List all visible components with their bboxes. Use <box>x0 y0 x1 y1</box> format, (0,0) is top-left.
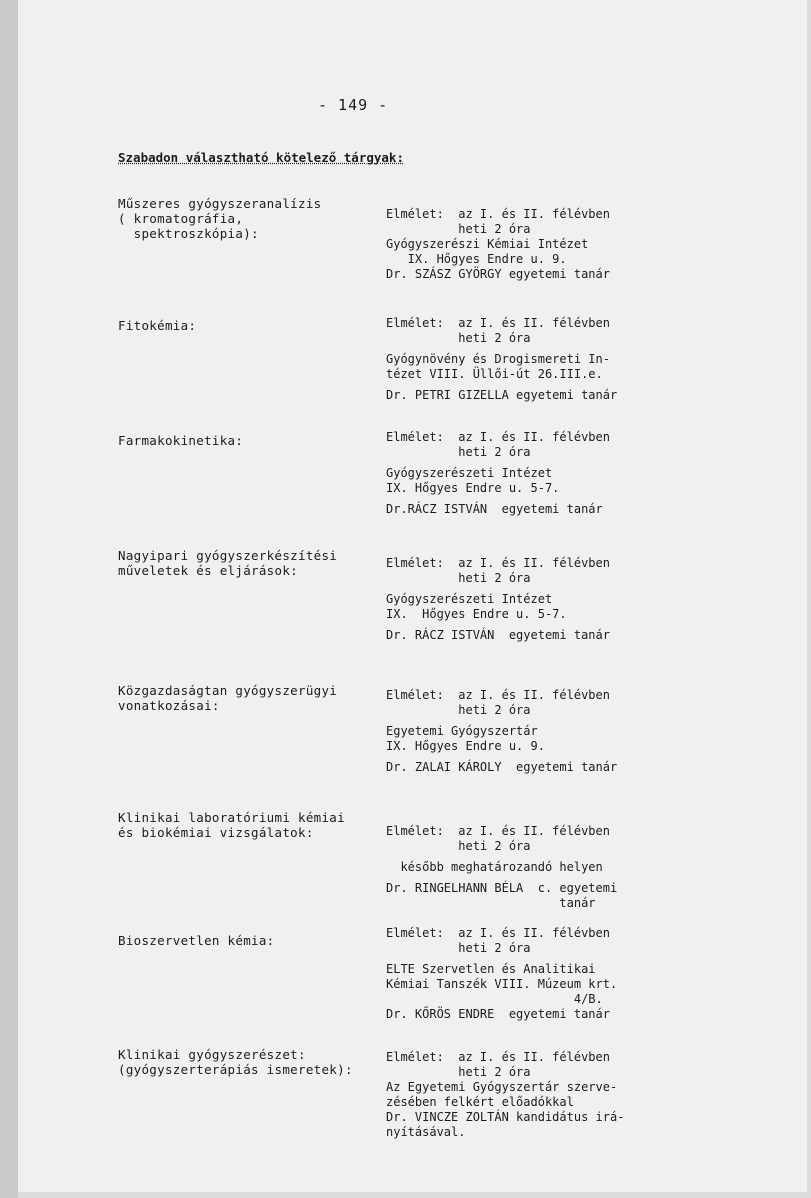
detail-line: nyításával. <box>386 1125 466 1139</box>
detail-line: heti 2 óra <box>386 445 531 459</box>
detail-line: Elmélet: az I. és II. félévben <box>386 926 610 940</box>
detail-line: Elmélet: az I. és II. félévben <box>386 207 610 221</box>
detail-line: heti 2 óra <box>386 571 531 585</box>
course-details <box>386 688 656 775</box>
course-name: Klinikai laboratóriumi kémiai és biokémiai vizsgálatok: <box>118 810 345 840</box>
detail-line: heti 2 óra <box>386 1065 531 1079</box>
course-details <box>386 207 656 282</box>
detail-line: ELTE Szervetlen és Analitikai <box>386 962 596 976</box>
page-number: - 149 - <box>318 96 389 114</box>
course-details <box>386 1050 656 1140</box>
detail-line: IX. Hőgyes Endre u. 5-7. <box>386 607 567 621</box>
detail-line: zésében felkért előadókkal <box>386 1095 574 1109</box>
detail-line: Elmélet: az I. és II. félévben <box>386 688 610 702</box>
detail-line: Gyógyszerészeti Intézet <box>386 592 553 606</box>
detail-line: Dr. ZALAI KÁROLY egyetemi tanár <box>386 760 618 774</box>
course-details <box>386 316 656 403</box>
detail-line: Dr. RÁCZ ISTVÁN egyetemi tanár <box>386 628 610 642</box>
detail-line: IX. Hőgyes Endre u. 9. <box>386 739 545 753</box>
course-details <box>386 430 656 517</box>
course-name: Nagyipari gyógyszerkészítési műveletek és eljárások: <box>118 548 338 578</box>
course-name: Bioszervetlen kémia: <box>118 933 275 948</box>
detail-line: Dr. SZÁSZ GYÖRGY egyetemi tanár <box>386 267 610 281</box>
course-name: Műszeres gyógyszeranalízis ( kromatográfia, spektroszkópia): <box>118 196 322 241</box>
detail-line: heti 2 óra <box>386 703 531 717</box>
detail-line: Elmélet: az I. és II. félévben <box>386 430 610 444</box>
detail-line: Dr. RINGELHANN BÉLA c. egyetemi <box>386 881 618 895</box>
detail-line: Gyógyszerészeti Intézet <box>386 466 553 480</box>
detail-line: Gyógyszerészi Kémiai Intézet <box>386 237 589 251</box>
detail-line: IX. Hőgyes Endre u. 9. <box>386 252 567 266</box>
section-heading: Szabadon választható kötelező tárgyak: <box>118 150 404 165</box>
detail-line: IX. Hőgyes Endre u. 5-7. <box>386 481 560 495</box>
detail-line: Elmélet: az I. és II. félévben <box>386 316 610 330</box>
detail-line: heti 2 óra <box>386 941 531 955</box>
detail-line: heti 2 óra <box>386 839 531 853</box>
detail-line: Dr. KŐRÖS ENDRE egyetemi tanár <box>386 1007 610 1021</box>
detail-line: Gyógynövény és Drogismereti In- <box>386 352 610 366</box>
detail-line: tézet VIII. Üllői-út 26.III.e. <box>386 367 603 381</box>
detail-line: Az Egyetemi Gyógyszertár szerve- <box>386 1080 618 1094</box>
detail-line: később meghatározandó helyen <box>386 860 603 874</box>
course-name: Fitokémia: <box>118 318 197 333</box>
detail-line: Elmélet: az I. és II. félévben <box>386 556 610 570</box>
course-name: Közgazdaságtan gyógyszerügyi vonatkozásai: <box>118 683 338 713</box>
course-name: Farmakokinetika: <box>118 433 244 448</box>
course-name: Klinikai gyógyszerészet: (gyógyszerterápiás ismeretek): <box>118 1047 353 1077</box>
detail-line: Dr.RÁCZ ISTVÁN egyetemi tanár <box>386 502 603 516</box>
detail-line: heti 2 óra <box>386 222 531 236</box>
detail-line: Dr. PETRI GIZELLA egyetemi tanár <box>386 388 618 402</box>
detail-line: heti 2 óra <box>386 331 531 345</box>
scan-edge <box>0 0 18 1198</box>
detail-line: Kémiai Tanszék VIII. Múzeum krt. <box>386 977 618 991</box>
detail-line: Egyetemi Gyógyszertár <box>386 724 538 738</box>
detail-line: Dr. VINCZE ZOLTÁN kandidátus irá- <box>386 1110 625 1124</box>
detail-line: Elmélet: az I. és II. félévben <box>386 1050 610 1064</box>
course-details <box>386 824 656 911</box>
course-details <box>386 926 656 1022</box>
course-details <box>386 556 656 643</box>
detail-line: tanár <box>386 896 596 910</box>
detail-line: 4/B. <box>386 992 603 1006</box>
detail-line: Elmélet: az I. és II. félévben <box>386 824 610 838</box>
